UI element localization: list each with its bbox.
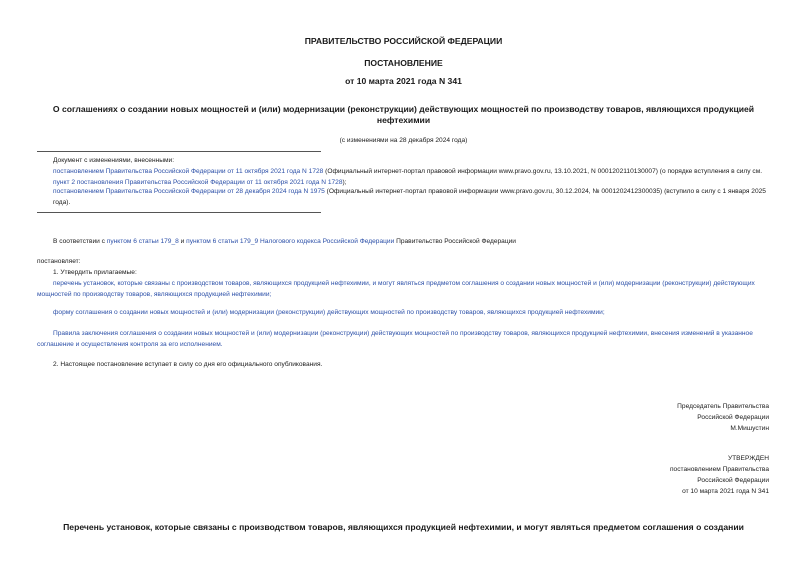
approval-line-2: постановлением Правительства: [669, 466, 769, 473]
divider-top: [37, 151, 321, 152]
amendment-item-1: [53, 166, 772, 188]
amendment-item-2: [53, 186, 772, 208]
divider-bottom: [37, 212, 321, 213]
resolves-text: постановляет:: [37, 258, 81, 265]
signature-line-2: Российской Федерации: [697, 414, 769, 421]
government-heading: ПРАВИТЕЛЬСТВО РОССИЙСКОЙ ФЕДЕРАЦИИ: [304, 36, 503, 46]
item-2: 2. Настоящее постановление вступает в силу со дня его официального опубликования.: [53, 361, 323, 368]
list-item-perechen[interactable]: перечень установок, которые связаны с производством товаров, являющихся продукцией нефтехимии, и могут являться предметом соглашения о создании новых мощностей и (или) модернизации (реконструкции) действующих мощностей по производству товаров, являющихся продукцией нефтехимии;: [37, 280, 755, 298]
basis-paragraph: [53, 236, 772, 247]
amendment-1-tail: );: [342, 179, 347, 186]
item-1: 1. Утвердить прилагаемые:: [53, 269, 137, 276]
list-item-pravila[interactable]: Правила заключения соглашения о создании новых мощностей и (или) модернизации (реконструкции) действующих мощностей по производству товаров, являющихся продукцией нефтехимии, внесения изменений в указанное соглашение и осуществления контроля за его исполнением.: [37, 330, 753, 348]
tax-code-link-179-8[interactable]: пунктом 6 статьи 179_8: [106, 238, 179, 245]
list-item-forma[interactable]: форму соглашения о создании новых мощностей и (или) модернизации (реконструкции) действующих мощностей по производству товаров, являющихся продукцией нефтехимии;: [53, 309, 605, 316]
tax-code-link-179-9[interactable]: пунктом 6 статьи 179_9 Налогового кодекса Российской Федерации: [186, 238, 395, 245]
basis-prefix: В соответствии с: [53, 238, 107, 245]
amendment-link-1728-p2[interactable]: пункт 2 постановления Правительства Российской Федерации от 11 октября 2021 года N 1728: [53, 179, 343, 186]
approval-line-4: от 10 марта 2021 года N 341: [682, 488, 769, 495]
amendment-1-text: (Официальный интернет-портал правовой информации www.pravo.gov.ru, 13.10.2021, N 0001202110130007) (о порядке вступления в силу см.: [323, 168, 763, 175]
approval-line-1: УТВЕРЖДЕН: [727, 455, 769, 462]
amendment-link-1728[interactable]: постановлением Правительства Российской Федерации от 11 октября 2021 года N 1728: [53, 168, 324, 175]
document-type-heading: ПОСТАНОВЛЕНИЕ: [364, 58, 443, 68]
next-section-title: Перечень установок, которые связаны с производством товаров, являющихся продукцией нефтехимии, и могут являться предметом соглашения о создании: [63, 522, 744, 532]
amendments-intro: Документ с изменениями, внесенными:: [53, 157, 175, 164]
signature-block: [677, 401, 769, 434]
signature-line-1: Председатель Правительства: [677, 403, 769, 410]
basis-suffix: Правительство Российской Федерации: [394, 238, 516, 245]
document-title: О соглашениях о создании новых мощностей и (или) модернизации (реконструкции) действующих мощностей по производству товаров, являющихся продукцией нефтехимии: [52, 104, 755, 125]
amendment-link-1975[interactable]: постановлением Правительства Российской Федерации от 28 декабря 2024 года N 1975: [53, 188, 325, 195]
amendment-2-text: (Официальный интернет-портал правовой информации www.pravo.gov.ru, 30.12.2024, № 0001202412300035) (вступило в силу с 1 января 2025 года).: [53, 188, 766, 206]
document-date-number: от 10 марта 2021 года N 341: [345, 76, 462, 86]
basis-and: и: [178, 238, 187, 245]
approval-block: [670, 453, 769, 497]
signature-line-3: М.Мишустин: [730, 425, 769, 432]
approval-line-3: Российской Федерации: [697, 477, 769, 484]
changes-note: (с изменениями на 28 декабря 2024 года): [339, 137, 468, 144]
